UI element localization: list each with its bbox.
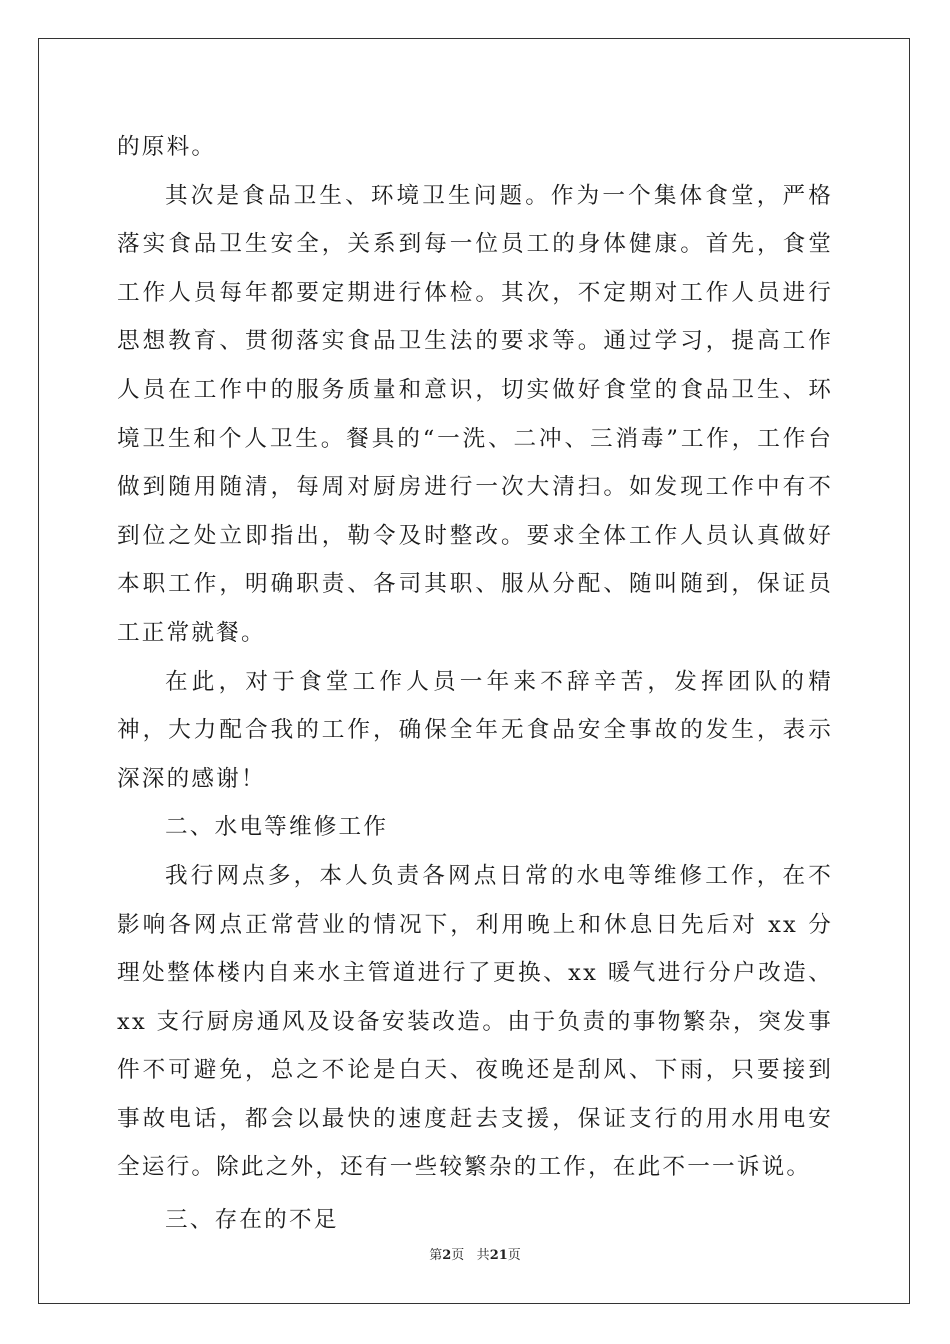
section-heading-maintenance: 二、水电等维修工作: [165, 814, 389, 841]
page-footer: [0, 1247, 950, 1265]
total-suffix: 页: [507, 1248, 521, 1263]
section-heading-shortcomings: 三、存在的不足: [165, 1207, 339, 1234]
document-body: [117, 123, 833, 1245]
page-prefix: 第: [429, 1248, 443, 1263]
page-suffix: 页: [451, 1248, 465, 1263]
paragraph-food-hygiene: 其次是食品卫生、环境卫生问题。作为一个集体食堂，严格落实食品卫生安全，关系到每一位员工的身体健康。首先，食堂工作人员每年都要定期进行体检。其次，不定期对工作人员进行思想教育、贯彻落实食品卫生法的要求等。通过学习，提高工作人员在工作中的服务质量和意识，切实做好食堂的食品卫生、环境卫生和个人卫生。餐具的“一洗、二冲、三消毒”工作，工作台做到随用随清，每周对厨房进行一次大清扫。如发现工作中有不到位之处立即指出，勒令及时整改。要求全体工作人员认真做好本职工作，明确职责、各司其职、服从分配、随叫随到，保证员工正常就餐。: [117, 182, 833, 646]
total-prefix: 共: [476, 1248, 490, 1263]
total-pages: 21: [489, 1248, 508, 1263]
paragraph-maintenance-work: 我行网点多，本人负责各网点日常的水电等维修工作，在不影响各网点正常营业的情况下，利用晚上和休息日先后对 xx 分理处整体楼内自来水主管道进行了更换、xx 暖气进行分户改造、xx 支行厨房通风及设备安装改造。由于负责的事物繁杂，突发事件不可避免，总之不论是白天、夜晚还是刮风、下雨，只要接到事故电话，都会以最快的速度赶去支援，保证支行的用水用电安全运行。除此之外，还有一些较繁杂的工作，在此不一一诉说。: [117, 862, 833, 1181]
page-number: 2: [442, 1248, 452, 1263]
paragraph-thanks: 在此，对于食堂工作人员一年来不辞辛苦，发挥团队的精神，大力配合我的工作，确保全年无食品安全事故的发生，表示深深的感谢！: [117, 668, 833, 792]
paragraph-raw-materials-end: 的原料。: [117, 134, 217, 160]
